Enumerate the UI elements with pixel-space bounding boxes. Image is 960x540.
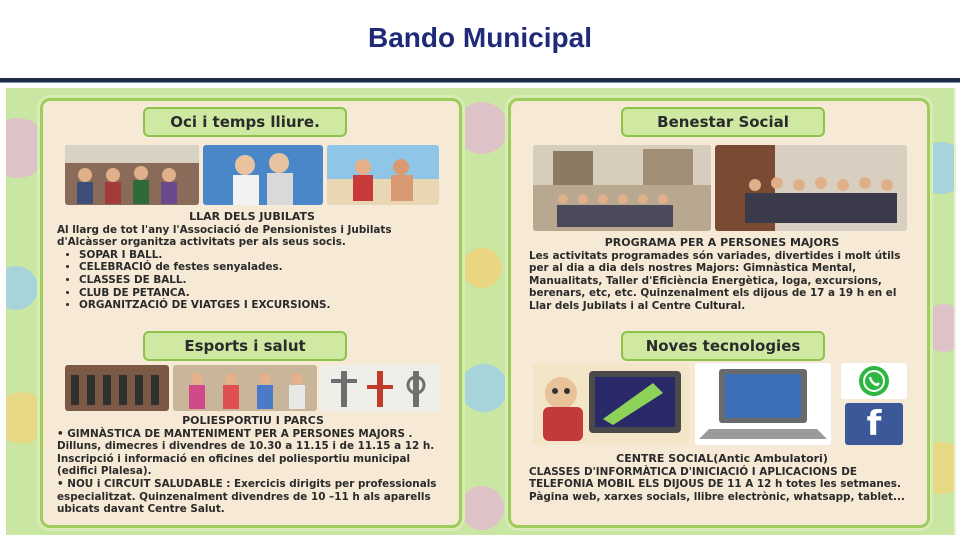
circuit-text: • NOU i CIRCUIT SALUDABLE : Exercicis dirigits per professionals especialitzat. Quinzenalment divendres de 10 –11 h als aparells ubicats davant Centre Salut. <box>57 477 437 516</box>
photo-gymnastics-class <box>173 365 317 411</box>
subheading-programa: PROGRAMA PER A PERSONES MAJORS <box>604 236 840 249</box>
gymnastics-text: • GIMNÀSTICA DE MANTENIMENT PER A PERSONES MAJORS . Dilluns, dimecres i divendres de 10.30 a 11.15 i de 11.15 a 12 h. Inscripció i informació en oficines del poliesportiu municipal (edifici Plalesa). <box>57 427 435 478</box>
subheading-llar-jubilats: LLAR DELS JUBILATS <box>189 210 315 223</box>
photo-beach-couple <box>327 145 439 205</box>
whatsapp-icon <box>841 363 907 399</box>
intro-text: Al llarg de tot l'any l'Associació de Pensionistes i Jubilats d'Alcàsser organitza activitats per als seus socis. <box>57 223 392 249</box>
photo-group-excursion <box>533 145 711 231</box>
section-heading-leisure: Oci i temps lliure. <box>143 107 347 137</box>
facebook-letter: f <box>866 404 882 444</box>
activities-list <box>57 249 447 312</box>
page-title: Bando Municipal <box>368 22 592 53</box>
photo-cartoon-gamer <box>533 363 689 445</box>
photo-outdoor-equipment <box>321 365 439 411</box>
list-item: • ORGANITZACIÓ DE VIATGES I EXCURSIONS. <box>79 299 447 312</box>
facebook-icon <box>845 403 903 445</box>
title-divider-thin <box>0 82 960 83</box>
right-panel <box>508 98 930 528</box>
section-heading-social-welfare: Benestar Social <box>621 107 825 137</box>
photo-dancing-couple <box>203 145 323 205</box>
list-item: • CELEBRACIÓ de festes senyalades. <box>79 261 447 274</box>
tech-text: CLASSES D'INFORMÀTICA D'INICIACIÓ I APLICACIONS DE TELEFONIA MOBIL ELS DIJOUS DE 11 A 12 h totes les setmanes. Pàgina web, xarxes socials, llibre electrònic, whatsapp, tablet... <box>529 465 905 503</box>
subheading-poliesportiu: POLIESPORTIU I PARCS <box>182 414 324 427</box>
photo-dance-hall <box>65 145 199 205</box>
text-sports <box>57 415 449 516</box>
subheading-centre-social: CENTRE SOCIAL(Antic Ambulatori) <box>616 452 828 465</box>
list-item: • CLUB DE PETANCA. <box>79 287 447 300</box>
poster-image <box>6 88 956 535</box>
section-heading-new-tech: Noves tecnologies <box>621 331 825 361</box>
list-item: • SOPAR I BALL. <box>79 249 447 262</box>
programa-text: Les activitats programades són variades, divertides i molt útils per al dia a dia dels nostres Majors: Gimnàstica Mental, Manualitats, Taller d'Eficiència Energètica, Ioga, excursions, berenars, etc, etc. Quinzenalment els dijous de 17 a 19 h en el Llar dels Jubilats i al Centre Cultural. <box>529 249 901 312</box>
photo-laptop <box>695 363 831 445</box>
list-item: • CLASSES DE BALL. <box>79 274 447 287</box>
text-social-welfare <box>529 237 915 313</box>
left-panel <box>40 98 462 528</box>
text-new-tech <box>529 453 915 503</box>
text-leisure <box>57 211 447 312</box>
section-heading-sports: Esports i salut <box>143 331 347 361</box>
photo-group-exercise <box>65 365 169 411</box>
photo-group-indoor <box>715 145 907 231</box>
